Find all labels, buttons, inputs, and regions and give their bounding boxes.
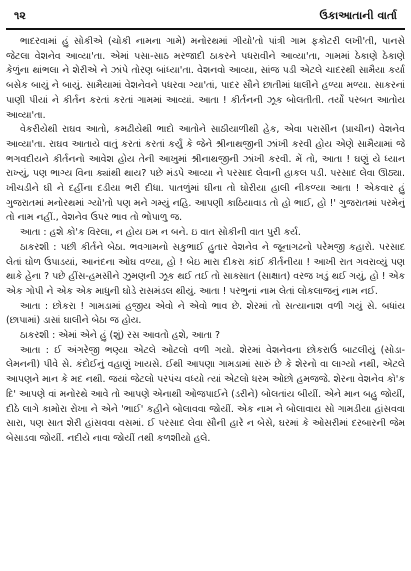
paragraph: આતા : ઈ અંગરેજી ભણ્યા એટલે ઓટલો વળી ગયો. શેરમાં વેશનેવના છોકરાઉં બાટલીયું (સોડા-લેમનની) પીવે સે. કંદોઈનું વહાણું ખાયસે. ઈથી આપણા ગામડામાં સારું છે કે શેરનો વા લાગ્યો નથી, એટલે આપણને માન કે મદ નથી. જયાં જેટલો પરપંચ વધ્યો ત્યાં એટલો ધરમ ઓછો હમજજે. શેરના વેશનેવ કો'ક દિ' આપણે વાં મનોરથે આવે તો આપણે એનાથી ઓજપાઈને (ડરીને) બોલતાંય બીયીં. એને માન બહુ જોયીં, દીઠે લાગે કામોરા રોખા ને એને 'ભાઈ' કહીને બોલાવવા જોયીં. એક નામ ને બોલાવાય સો ગામડીયા હાંસવવા સારા, પણ સાત શેરી હાંસવવા વસમાં. ઈ પરસાદ લેવા સૌની હારે ન બેસે, ઘરમાં કે ઓસરીમાં દરબારની જેમ બેસાડવા જોયીં. નદીયે નાવા જોયીં તથી કળશીયો હલે.	[6, 344, 405, 444]
paragraph: ભાદરવામાં હું સોકીએ (ચોકી નામના ગામે) મનોરથમાં ગીયો'તો પાંત્રી ગામ ફકોટરી લખી'તી, પાનસે જેટલા વેશનેવ આવ્યા'તા. એમાં પસા-સાઠ મરજાદી ઠાકરને પધરાવીને આવ્યા'તા, ગામમાં ઠેકાણે ઠેકાણે કેળુંના થાંભલા ને શેરીએ ને ઝાંપે તોરણ બાંધ્યા'તા. વેશનવો આવ્યા, સાંજ પડી એટલે ચાદરથી સામૈયા કર્યા બસેક બાયું ને બાયું. સામૈયામાં વેશનેવને પધરવા ગ્યા'તાં, પાદર સૌને છાતીમાં ધાલીને હળ્યા મળ્યા. સાકરનાં પાણી પીયાં ને કીર્તન કરતાં કરતાં ગામમાં આવ્યાં. આતા ! કીર્તનની ઝૂક બોલતીતી. તર્યો પરબત આતોય આવ્યા'તા.	[6, 36, 405, 121]
book-page	[6, 6, 405, 565]
paragraph: ઠાકરશી : એમાં એને હું (શું) રસ આવતો હશે, આતા ?	[20, 330, 221, 342]
page-number: ૧૨	[14, 9, 26, 22]
page-header	[6, 6, 405, 30]
paragraph: વેકરીયેથી રાઘવ આતો, કમઢીયેથી ભાદો આતોને સાઠીયાળીથી હેક, એવા પરાસીન (પ્રાચીન) વેશનેવ આવ્યા'તા. રાઘવ આતાયે વાતું કરતાં કરતાં કર્યું કે જેને શ્રીનાથજીની ઝાંખી કરવી હોય એણે સામૈયામાં જે ભગવદીયને કીર્તનનો આવેશ હોય તેની આખુમાં શ્રીનાથજીની ઝાંખી કરવી. મેં તો, આતા ! ઘણું યે ધ્યાન રાખ્યું, પણ ભાગ્ય વિના ક્યાંથી થાય? પછે મંડપે આવ્યા ને પરસાદ લેવાની હાકલ પડી. પરસાદ લેવા ઊઠ્યા. ખીચડીને ઘી ને દહીંના દડીયા ભરી દીધા. પાતળુંમાં ઘીના તો ઘોરીયા હાલી નીકળ્યા આતા ! એકવાર હું ગુજરાતમાં મનોરથમાં ગ્યો'તો પણ મને ગમ્યું નહિ. આપણી કાઠિયાવાડ તો હો ભાઈ, હો !' ગુજરાતમાં પરમેનું તો નામ નહીં., વેશનેવ ઉપર ભાવ તો ભોપાળુ જ.	[6, 124, 405, 224]
paragraph: આતા : છોકરા ! ગામડામાં હજીય એવો ને એવો ભાવ છે. શેરમાં તો સત્યાનાશ વળી ગયું સે. બધાંય (છાપામાં) ડાસાં ઘાલીને બેઠા જ હોય.	[6, 300, 405, 327]
paragraph: ઠાકરશી : પછી કીર્તને બેઠા. ભવગામનો સકુભાઈ હુતાર વેશનેવ ને જૂનાગઢનો પરેમજી કહારો. પરસાદ લેતાં ઘોળ ઉપાડયાં, આનંદના ઓઘ વળ્યા, હો ! બેઇ મારા દીકરા કાંઈ કીર્તનીયા ! આખી રાત ગવરાવ્યું પણ થાકે હેના ? પછે હીંસ-હમસીને ઝુમણની ઝૂક થઈ તઈ તો સાક્સાત (સાક્ષાત) વરજ ખડું થઈ ગયું, હો ! એક એક ગોપી ને એક એક માધુની ઘોડે રાસમંડલ થીયું. આતા ! પરભુનાં નામ લેતાં લોકલાજનું નામ નઈ.	[6, 241, 405, 297]
paragraph: આતા : હશે કો'ક વિરલા, ન હોય ઇમ ન બને. ઇ વાત સોકીની વાત પુરી કર્ય.	[20, 227, 301, 239]
body-text	[6, 35, 405, 447]
running-title: ઉકાઆતાની વાર્તા	[319, 9, 397, 22]
